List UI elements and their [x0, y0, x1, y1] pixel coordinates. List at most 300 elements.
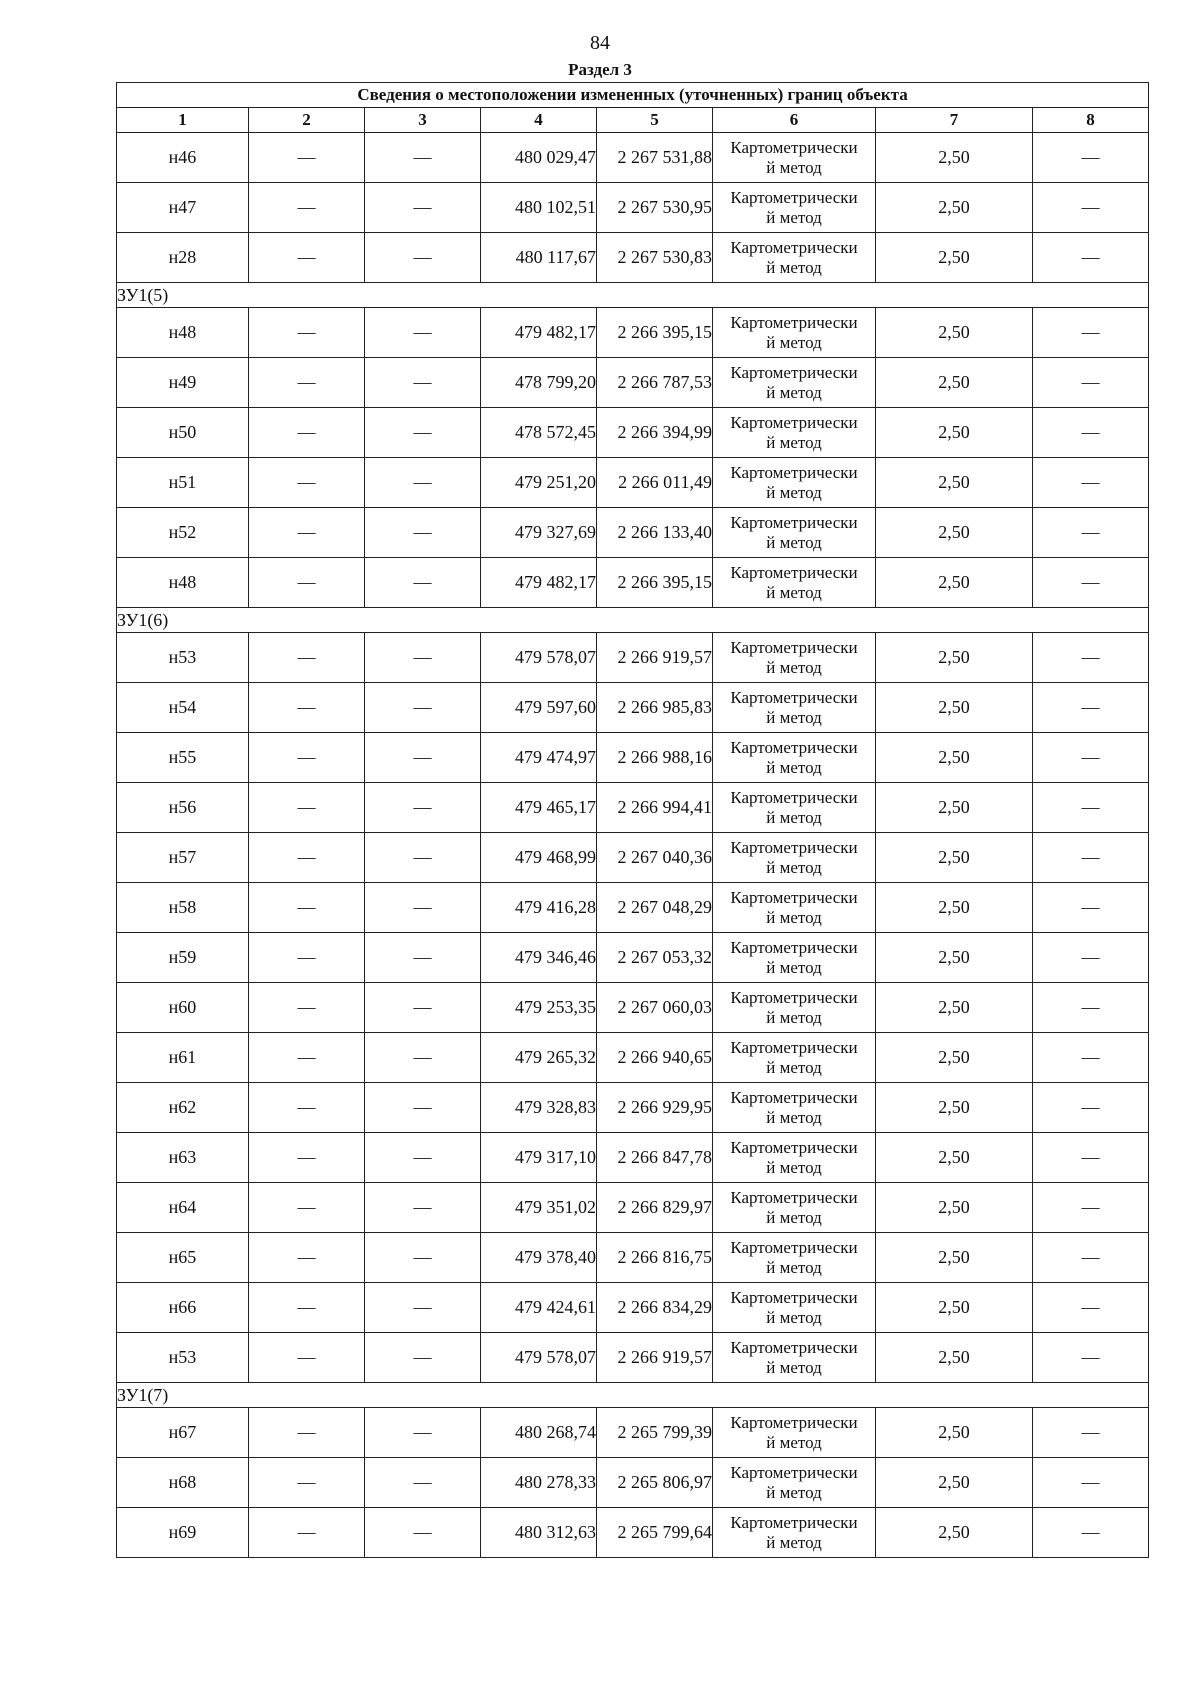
y-coordinate-cell: 2 266 816,75 — [597, 1233, 713, 1283]
accuracy-cell: 2,50 — [876, 233, 1033, 283]
col2-cell: — — [249, 733, 365, 783]
col3-cell: — — [365, 1133, 481, 1183]
method-line-1: Картометрически — [730, 512, 858, 532]
col2-cell: — — [249, 1333, 365, 1383]
page-number: 84 — [590, 32, 610, 54]
table-row — [117, 833, 1149, 883]
method-cell — [713, 1408, 876, 1458]
point-id-cell: н56 — [117, 783, 249, 833]
method-line-2: й метод — [766, 1007, 822, 1027]
x-coordinate-cell: 479 378,40 — [481, 1233, 597, 1283]
accuracy-cell: 2,50 — [876, 633, 1033, 683]
accuracy-cell: 2,50 — [876, 833, 1033, 883]
table-row — [117, 1333, 1149, 1383]
y-coordinate-cell: 2 267 531,88 — [597, 133, 713, 183]
y-coordinate-cell: 2 266 919,57 — [597, 1333, 713, 1383]
method-line-1: Картометрически — [730, 1462, 858, 1482]
x-coordinate-cell: 480 102,51 — [481, 183, 597, 233]
method-line-1: Картометрически — [730, 237, 858, 257]
point-id-cell: н49 — [117, 358, 249, 408]
method-cell — [713, 1283, 876, 1333]
method-line-1: Картометрически — [730, 687, 858, 707]
table-row — [117, 1233, 1149, 1283]
x-coordinate-cell: 479 327,69 — [481, 508, 597, 558]
y-coordinate-cell: 2 266 985,83 — [597, 683, 713, 733]
x-coordinate-cell: 478 572,45 — [481, 408, 597, 458]
method-cell — [713, 1133, 876, 1183]
col3-cell: — — [365, 1233, 481, 1283]
col2-cell: — — [249, 558, 365, 608]
method-line-1: Картометрически — [730, 737, 858, 757]
accuracy-cell: 2,50 — [876, 783, 1033, 833]
col3-cell: — — [365, 408, 481, 458]
y-coordinate-cell: 2 266 919,57 — [597, 633, 713, 683]
col8-cell: — — [1033, 883, 1149, 933]
col2-cell: — — [249, 833, 365, 883]
accuracy-cell: 2,50 — [876, 308, 1033, 358]
method-line-1: Картометрически — [730, 1237, 858, 1257]
method-cell — [713, 683, 876, 733]
y-coordinate-cell: 2 266 834,29 — [597, 1283, 713, 1333]
method-line-1: Картометрически — [730, 1137, 858, 1157]
col3-cell: — — [365, 983, 481, 1033]
table-row — [117, 1283, 1149, 1333]
method-line-1: Картометрически — [730, 1037, 858, 1057]
col8-cell: — — [1033, 133, 1149, 183]
column-number-header: 1 — [117, 108, 249, 133]
col8-cell: — — [1033, 683, 1149, 733]
table-row — [117, 408, 1149, 458]
col3-cell: — — [365, 458, 481, 508]
col2-cell: — — [249, 683, 365, 733]
column-number-header: 6 — [713, 108, 876, 133]
point-id-cell: н57 — [117, 833, 249, 883]
x-coordinate-cell: 479 346,46 — [481, 933, 597, 983]
x-coordinate-cell: 479 468,99 — [481, 833, 597, 883]
col8-cell: — — [1033, 633, 1149, 683]
method-line-2: й метод — [766, 707, 822, 727]
method-line-1: Картометрически — [730, 562, 858, 582]
group-label: ЗУ1(7) — [117, 1383, 1149, 1408]
col3-cell: — — [365, 633, 481, 683]
y-coordinate-cell: 2 267 530,83 — [597, 233, 713, 283]
col2-cell: — — [249, 1183, 365, 1233]
point-id-cell: н61 — [117, 1033, 249, 1083]
method-line-2: й метод — [766, 1207, 822, 1227]
method-line-2: й метод — [766, 857, 822, 877]
method-line-2: й метод — [766, 432, 822, 452]
col2-cell: — — [249, 358, 365, 408]
y-coordinate-cell: 2 266 011,49 — [597, 458, 713, 508]
x-coordinate-cell: 479 578,07 — [481, 1333, 597, 1383]
table-row — [117, 683, 1149, 733]
method-line-2: й метод — [766, 332, 822, 352]
y-coordinate-cell: 2 267 053,32 — [597, 933, 713, 983]
col2-cell: — — [249, 133, 365, 183]
col2-cell: — — [249, 458, 365, 508]
point-id-cell: н64 — [117, 1183, 249, 1233]
method-line-1: Картометрически — [730, 412, 858, 432]
column-number-header: 5 — [597, 108, 713, 133]
method-cell — [713, 1508, 876, 1558]
x-coordinate-cell: 479 424,61 — [481, 1283, 597, 1333]
accuracy-cell: 2,50 — [876, 1283, 1033, 1333]
x-coordinate-cell: 480 029,47 — [481, 133, 597, 183]
column-number-header: 7 — [876, 108, 1033, 133]
method-cell — [713, 558, 876, 608]
y-coordinate-cell: 2 266 395,15 — [597, 558, 713, 608]
point-id-cell: н51 — [117, 458, 249, 508]
method-line-1: Картометрически — [730, 362, 858, 382]
x-coordinate-cell: 479 317,10 — [481, 1133, 597, 1183]
method-cell — [713, 183, 876, 233]
y-coordinate-cell: 2 266 847,78 — [597, 1133, 713, 1183]
method-cell — [713, 1233, 876, 1283]
method-line-2: й метод — [766, 907, 822, 927]
group-label: ЗУ1(6) — [117, 608, 1149, 633]
method-cell — [713, 1458, 876, 1508]
x-coordinate-cell: 479 474,97 — [481, 733, 597, 783]
method-cell — [713, 883, 876, 933]
point-id-cell: н58 — [117, 883, 249, 933]
accuracy-cell: 2,50 — [876, 933, 1033, 983]
table-row — [117, 358, 1149, 408]
col2-cell: — — [249, 933, 365, 983]
method-cell — [713, 233, 876, 283]
y-coordinate-cell: 2 266 929,95 — [597, 1083, 713, 1133]
method-line-2: й метод — [766, 1432, 822, 1452]
accuracy-cell: 2,50 — [876, 508, 1033, 558]
col8-cell: — — [1033, 833, 1149, 883]
col3-cell: — — [365, 558, 481, 608]
accuracy-cell: 2,50 — [876, 733, 1033, 783]
col3-cell: — — [365, 1458, 481, 1508]
point-id-cell: н46 — [117, 133, 249, 183]
accuracy-cell: 2,50 — [876, 1183, 1033, 1233]
method-line-2: й метод — [766, 1482, 822, 1502]
col2-cell: — — [249, 883, 365, 933]
y-coordinate-cell: 2 266 994,41 — [597, 783, 713, 833]
accuracy-cell: 2,50 — [876, 1458, 1033, 1508]
method-line-2: й метод — [766, 807, 822, 827]
table-title: Сведения о местоположении измененных (уточненных) границ объекта — [117, 83, 1149, 108]
method-line-1: Картометрически — [730, 1412, 858, 1432]
col3-cell: — — [365, 683, 481, 733]
method-cell — [713, 783, 876, 833]
table-row — [117, 308, 1149, 358]
col2-cell: — — [249, 1408, 365, 1458]
col3-cell: — — [365, 508, 481, 558]
table-row — [117, 1033, 1149, 1083]
col3-cell: — — [365, 1408, 481, 1458]
col3-cell: — — [365, 133, 481, 183]
accuracy-cell: 2,50 — [876, 558, 1033, 608]
accuracy-cell: 2,50 — [876, 1408, 1033, 1458]
col8-cell: — — [1033, 1458, 1149, 1508]
accuracy-cell: 2,50 — [876, 683, 1033, 733]
point-id-cell: н47 — [117, 183, 249, 233]
method-line-1: Картометрически — [730, 312, 858, 332]
method-line-2: й метод — [766, 1357, 822, 1377]
col8-cell: — — [1033, 233, 1149, 283]
col2-cell: — — [249, 1083, 365, 1133]
y-coordinate-cell: 2 265 806,97 — [597, 1458, 713, 1508]
table-row — [117, 783, 1149, 833]
method-line-1: Картометрически — [730, 787, 858, 807]
method-line-1: Картометрически — [730, 1337, 858, 1357]
method-line-1: Картометрически — [730, 837, 858, 857]
table-row — [117, 933, 1149, 983]
y-coordinate-cell: 2 267 048,29 — [597, 883, 713, 933]
accuracy-cell: 2,50 — [876, 983, 1033, 1033]
x-coordinate-cell: 479 251,20 — [481, 458, 597, 508]
x-coordinate-cell: 480 278,33 — [481, 1458, 597, 1508]
col8-cell: — — [1033, 183, 1149, 233]
x-coordinate-cell: 479 416,28 — [481, 883, 597, 933]
method-line-2: й метод — [766, 1257, 822, 1277]
method-line-1: Картометрически — [730, 887, 858, 907]
col3-cell: — — [365, 883, 481, 933]
accuracy-cell: 2,50 — [876, 183, 1033, 233]
method-cell — [713, 1033, 876, 1083]
col2-cell: — — [249, 508, 365, 558]
accuracy-cell: 2,50 — [876, 458, 1033, 508]
col3-cell: — — [365, 733, 481, 783]
group-row — [117, 608, 1149, 633]
col3-cell: — — [365, 1033, 481, 1083]
x-coordinate-cell: 479 597,60 — [481, 683, 597, 733]
accuracy-cell: 2,50 — [876, 358, 1033, 408]
accuracy-cell: 2,50 — [876, 1083, 1033, 1133]
col2-cell: — — [249, 1133, 365, 1183]
point-id-cell: н67 — [117, 1408, 249, 1458]
table-row — [117, 558, 1149, 608]
method-line-1: Картометрически — [730, 637, 858, 657]
col8-cell: — — [1033, 1033, 1149, 1083]
table-row — [117, 508, 1149, 558]
method-line-2: й метод — [766, 957, 822, 977]
x-coordinate-cell: 479 482,17 — [481, 308, 597, 358]
table-row — [117, 633, 1149, 683]
col2-cell: — — [249, 308, 365, 358]
table-row — [117, 458, 1149, 508]
column-number-header: 8 — [1033, 108, 1149, 133]
y-coordinate-cell: 2 266 394,99 — [597, 408, 713, 458]
accuracy-cell: 2,50 — [876, 883, 1033, 933]
y-coordinate-cell: 2 265 799,64 — [597, 1508, 713, 1558]
accuracy-cell: 2,50 — [876, 1233, 1033, 1283]
table-row — [117, 1508, 1149, 1558]
method-cell — [713, 1333, 876, 1383]
col2-cell: — — [249, 1508, 365, 1558]
col8-cell: — — [1033, 308, 1149, 358]
col8-cell: — — [1033, 1083, 1149, 1133]
method-cell — [713, 508, 876, 558]
method-cell — [713, 1183, 876, 1233]
col2-cell: — — [249, 183, 365, 233]
col8-cell: — — [1033, 1508, 1149, 1558]
method-line-2: й метод — [766, 382, 822, 402]
method-line-1: Картометрически — [730, 1512, 858, 1532]
method-line-1: Картометрически — [730, 987, 858, 1007]
point-id-cell: н50 — [117, 408, 249, 458]
method-cell — [713, 833, 876, 883]
col3-cell: — — [365, 1183, 481, 1233]
col8-cell: — — [1033, 458, 1149, 508]
group-row — [117, 1383, 1149, 1408]
method-line-2: й метод — [766, 157, 822, 177]
point-id-cell: н28 — [117, 233, 249, 283]
point-id-cell: н60 — [117, 983, 249, 1033]
x-coordinate-cell: 479 578,07 — [481, 633, 597, 683]
method-line-2: й метод — [766, 582, 822, 602]
col8-cell: — — [1033, 1333, 1149, 1383]
column-number-header: 2 — [249, 108, 365, 133]
col8-cell: — — [1033, 933, 1149, 983]
y-coordinate-cell: 2 266 133,40 — [597, 508, 713, 558]
x-coordinate-cell: 480 117,67 — [481, 233, 597, 283]
method-line-1: Картометрически — [730, 187, 858, 207]
y-coordinate-cell: 2 265 799,39 — [597, 1408, 713, 1458]
group-row — [117, 283, 1149, 308]
accuracy-cell: 2,50 — [876, 1508, 1033, 1558]
x-coordinate-cell: 479 328,83 — [481, 1083, 597, 1133]
col3-cell: — — [365, 1283, 481, 1333]
col8-cell: — — [1033, 1283, 1149, 1333]
method-line-1: Картометрически — [730, 1287, 858, 1307]
method-line-2: й метод — [766, 1532, 822, 1552]
col2-cell: — — [249, 1233, 365, 1283]
method-cell — [713, 1083, 876, 1133]
method-line-1: Картометрически — [730, 462, 858, 482]
section-title: Раздел 3 — [568, 60, 632, 79]
table-row — [117, 1408, 1149, 1458]
x-coordinate-cell: 479 482,17 — [481, 558, 597, 608]
method-line-2: й метод — [766, 657, 822, 677]
col3-cell: — — [365, 783, 481, 833]
x-coordinate-cell: 479 351,02 — [481, 1183, 597, 1233]
method-line-2: й метод — [766, 532, 822, 552]
col2-cell: — — [249, 233, 365, 283]
y-coordinate-cell: 2 266 787,53 — [597, 358, 713, 408]
col3-cell: — — [365, 1508, 481, 1558]
accuracy-cell: 2,50 — [876, 408, 1033, 458]
col2-cell: — — [249, 783, 365, 833]
point-id-cell: н53 — [117, 1333, 249, 1383]
table-body — [117, 133, 1149, 1558]
accuracy-cell: 2,50 — [876, 1133, 1033, 1183]
method-cell — [713, 133, 876, 183]
column-number-header: 4 — [481, 108, 597, 133]
point-id-cell: н48 — [117, 308, 249, 358]
col8-cell: — — [1033, 508, 1149, 558]
x-coordinate-cell: 479 265,32 — [481, 1033, 597, 1083]
col3-cell: — — [365, 358, 481, 408]
x-coordinate-cell: 479 465,17 — [481, 783, 597, 833]
table-row — [117, 233, 1149, 283]
table-row — [117, 1458, 1149, 1508]
col8-cell: — — [1033, 558, 1149, 608]
accuracy-cell: 2,50 — [876, 133, 1033, 183]
col2-cell: — — [249, 1458, 365, 1508]
point-id-cell: н48 — [117, 558, 249, 608]
y-coordinate-cell: 2 267 040,36 — [597, 833, 713, 883]
table-row — [117, 983, 1149, 1033]
method-cell — [713, 408, 876, 458]
point-id-cell: н53 — [117, 633, 249, 683]
col8-cell: — — [1033, 733, 1149, 783]
y-coordinate-cell: 2 266 395,15 — [597, 308, 713, 358]
column-number-row — [117, 108, 1149, 133]
col3-cell: — — [365, 233, 481, 283]
col8-cell: — — [1033, 1133, 1149, 1183]
y-coordinate-cell: 2 266 988,16 — [597, 733, 713, 783]
col8-cell: — — [1033, 983, 1149, 1033]
point-id-cell: н62 — [117, 1083, 249, 1133]
x-coordinate-cell: 479 253,35 — [481, 983, 597, 1033]
col8-cell: — — [1033, 1233, 1149, 1283]
col3-cell: — — [365, 933, 481, 983]
x-coordinate-cell: 480 268,74 — [481, 1408, 597, 1458]
table-row — [117, 133, 1149, 183]
method-line-2: й метод — [766, 257, 822, 277]
method-line-2: й метод — [766, 1107, 822, 1127]
col8-cell: — — [1033, 1408, 1149, 1458]
x-coordinate-cell: 480 312,63 — [481, 1508, 597, 1558]
table-row — [117, 1183, 1149, 1233]
method-line-1: Картометрически — [730, 937, 858, 957]
x-coordinate-cell: 478 799,20 — [481, 358, 597, 408]
table-row — [117, 1083, 1149, 1133]
method-cell — [713, 358, 876, 408]
method-line-1: Картометрически — [730, 1187, 858, 1207]
method-line-2: й метод — [766, 482, 822, 502]
y-coordinate-cell: 2 267 530,95 — [597, 183, 713, 233]
accuracy-cell: 2,50 — [876, 1033, 1033, 1083]
col2-cell: — — [249, 633, 365, 683]
point-id-cell: н69 — [117, 1508, 249, 1558]
point-id-cell: н59 — [117, 933, 249, 983]
point-id-cell: н52 — [117, 508, 249, 558]
method-line-2: й метод — [766, 757, 822, 777]
group-label: ЗУ1(5) — [117, 283, 1149, 308]
point-id-cell: н66 — [117, 1283, 249, 1333]
table-row — [117, 733, 1149, 783]
table-row — [117, 1133, 1149, 1183]
col3-cell: — — [365, 1083, 481, 1133]
method-line-1: Картометрически — [730, 1087, 858, 1107]
column-number-header: 3 — [365, 108, 481, 133]
table-row — [117, 183, 1149, 233]
col3-cell: — — [365, 833, 481, 883]
col8-cell: — — [1033, 783, 1149, 833]
table-row — [117, 883, 1149, 933]
col3-cell: — — [365, 1333, 481, 1383]
point-id-cell: н55 — [117, 733, 249, 783]
method-line-2: й метод — [766, 207, 822, 227]
col8-cell: — — [1033, 408, 1149, 458]
col2-cell: — — [249, 408, 365, 458]
method-cell — [713, 733, 876, 783]
point-id-cell: н63 — [117, 1133, 249, 1183]
col3-cell: — — [365, 183, 481, 233]
accuracy-cell: 2,50 — [876, 1333, 1033, 1383]
point-id-cell: н65 — [117, 1233, 249, 1283]
y-coordinate-cell: 2 266 940,65 — [597, 1033, 713, 1083]
coordinates-table — [116, 82, 1149, 1558]
point-id-cell: н54 — [117, 683, 249, 733]
y-coordinate-cell: 2 267 060,03 — [597, 983, 713, 1033]
